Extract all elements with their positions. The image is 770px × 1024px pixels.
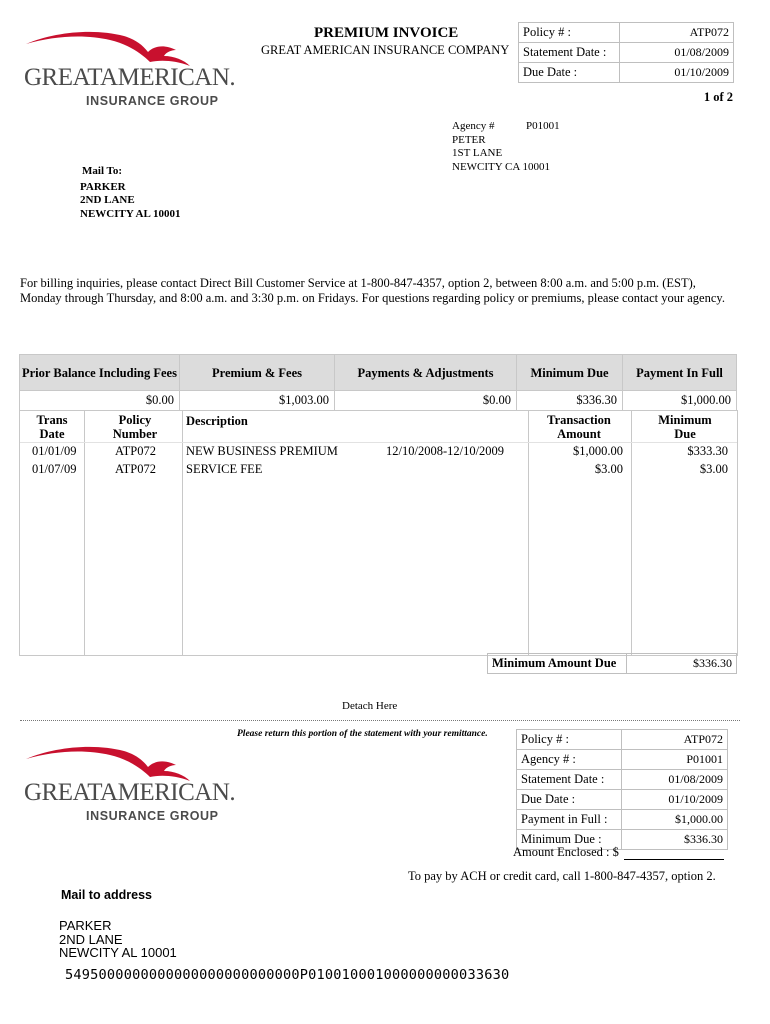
- remit-row: [517, 750, 728, 770]
- mail-to-line1: PARKER: [80, 180, 126, 193]
- detail-row-min-due: $333.30: [687, 444, 728, 458]
- remit-value: 01/10/2009: [622, 790, 728, 810]
- invoice-title: PREMIUM INVOICE: [314, 25, 459, 41]
- agency-line2: 1ST LANE: [452, 147, 503, 159]
- detail-row-policy: ATP072: [115, 444, 156, 458]
- remit-value: $336.30: [622, 830, 728, 850]
- mail-to-address-line1: PARKER: [59, 918, 112, 933]
- mail-to-address-label: Mail to address: [61, 888, 152, 902]
- info-row-statement-date: [519, 43, 734, 63]
- detail-row-description: SERVICE FEE: [186, 462, 263, 476]
- ach-payment-text: To pay by ACH or credit card, call 1-800-847-4357, option 2.: [408, 869, 716, 883]
- mail-to-address-block: [59, 919, 177, 960]
- info-value: 01/10/2009: [620, 63, 734, 83]
- transaction-detail-table: [19, 410, 738, 656]
- info-label: Statement Date :: [519, 43, 620, 63]
- summary-value: $336.30: [517, 391, 623, 411]
- mail-to-line2: 2ND LANE: [80, 194, 135, 206]
- minimum-amount-due-label: Minimum Amount Due: [488, 654, 627, 674]
- logo-wordmark: GREATAMERICAN.: [24, 779, 236, 806]
- detail-row-policy: ATP072: [115, 462, 156, 476]
- summary-header: Payment In Full: [623, 355, 737, 391]
- remit-row: [517, 790, 728, 810]
- remit-value: P01001: [622, 750, 728, 770]
- amount-enclosed-field[interactable]: [624, 858, 724, 860]
- info-label: Due Date :: [519, 63, 620, 83]
- summary-header: Payments & Adjustments: [335, 355, 517, 391]
- info-row-due-date: [519, 63, 734, 83]
- remit-label: Agency # :: [517, 750, 622, 770]
- remit-value: ATP072: [622, 730, 728, 750]
- agency-block: [452, 120, 560, 174]
- mail-to-line3: NEWCITY AL 10001: [80, 207, 181, 220]
- detail-header-trans-date: Trans Date: [36, 413, 68, 441]
- mail-to-block: [80, 165, 180, 221]
- remit-label: Payment in Full :: [517, 810, 622, 830]
- summary-value: $0.00: [20, 391, 180, 411]
- detail-row-date: 01/01/09: [32, 444, 77, 458]
- agency-number: P01001: [526, 120, 560, 132]
- summary-header: Premium & Fees: [180, 355, 335, 391]
- company-logo-remit: [24, 745, 236, 825]
- summary-header: Minimum Due: [517, 355, 623, 391]
- detail-row-min-due: $3.00: [699, 462, 728, 476]
- mail-to-address-line2: 2ND LANE: [59, 931, 123, 947]
- detail-header-policy-number: Policy Number: [112, 413, 158, 441]
- summary-table: [19, 354, 737, 411]
- minimum-amount-due-value: $336.30: [627, 654, 737, 674]
- info-value: ATP072: [620, 23, 734, 43]
- company-name: GREAT AMERICAN INSURANCE COMPANY: [261, 43, 510, 57]
- top-info-table: [518, 22, 734, 83]
- detail-header-description: Description: [186, 414, 248, 428]
- remit-label: Statement Date :: [517, 770, 622, 790]
- info-row-policy: [519, 23, 734, 43]
- detail-row-amount: $1,000.00: [573, 444, 623, 458]
- mail-to-address-line3: NEWCITY AL 10001: [59, 945, 177, 960]
- remit-label: Due Date :: [517, 790, 622, 810]
- detail-header-minimum-due: Minimum Due: [658, 413, 712, 441]
- logo-wordmark: GREATAMERICAN.: [24, 64, 236, 91]
- ocr-scanline: 5495000000000000000000000000P010010001000000000033630: [65, 967, 510, 983]
- billing-inquiries-text: For billing inquiries, please contact Direct Bill Customer Service at 1-800-847-4357, option 2, between 8:00 a.m. and 5:00 p.m. (EST), Monday through Thursday, and 8:00 a.m. and 3:30 p.m. on Fridays. For questions regarding policy or premiums, please contact your agency.: [20, 276, 725, 305]
- summary-value-row: [20, 391, 737, 411]
- agency-label: Agency #: [452, 120, 495, 132]
- minimum-amount-due-box: [487, 653, 737, 674]
- agency-number-line: [452, 120, 560, 134]
- remittance-note: Please return this portion of the statement with your remittance.: [237, 729, 488, 739]
- amount-enclosed-label: Amount Enclosed : $: [513, 845, 619, 859]
- logo-subtitle: INSURANCE GROUP: [86, 94, 219, 108]
- remit-row: [517, 770, 728, 790]
- detail-row-period: 12/10/2008-12/10/2009: [386, 444, 505, 458]
- mail-to-label: Mail To:: [82, 165, 123, 177]
- agency-line3: NEWCITY CA 10001: [452, 160, 550, 173]
- info-value: 01/08/2009: [620, 43, 734, 63]
- summary-value: $1,000.00: [623, 391, 737, 411]
- logo-subtitle: INSURANCE GROUP: [86, 809, 219, 823]
- summary-header: Prior Balance Including Fees: [20, 355, 180, 391]
- remit-label: Minimum Due :: [517, 830, 622, 850]
- company-logo: [24, 30, 236, 110]
- detail-row-amount: $3.00: [594, 462, 623, 476]
- summary-value: $1,003.00: [180, 391, 335, 411]
- remit-row: [517, 810, 728, 830]
- detach-line: [20, 720, 740, 721]
- summary-value: $0.00: [335, 391, 517, 411]
- summary-header-row: [20, 355, 737, 391]
- detail-row-date: 01/07/09: [32, 462, 77, 476]
- remit-info-table: [516, 729, 728, 850]
- detail-header-transaction-amount: Transaction Amount: [547, 413, 611, 441]
- info-label: Policy # :: [519, 23, 620, 43]
- page-indicator: 1 of 2: [703, 90, 733, 104]
- agency-line1: PETER: [452, 133, 486, 146]
- remit-value: 01/08/2009: [622, 770, 728, 790]
- detail-row-description: NEW BUSINESS PREMIUM: [186, 444, 338, 458]
- remit-value: $1,000.00: [622, 810, 728, 830]
- remit-row: [517, 730, 728, 750]
- remit-label: Policy # :: [517, 730, 622, 750]
- detach-here-label: Detach Here: [342, 700, 398, 712]
